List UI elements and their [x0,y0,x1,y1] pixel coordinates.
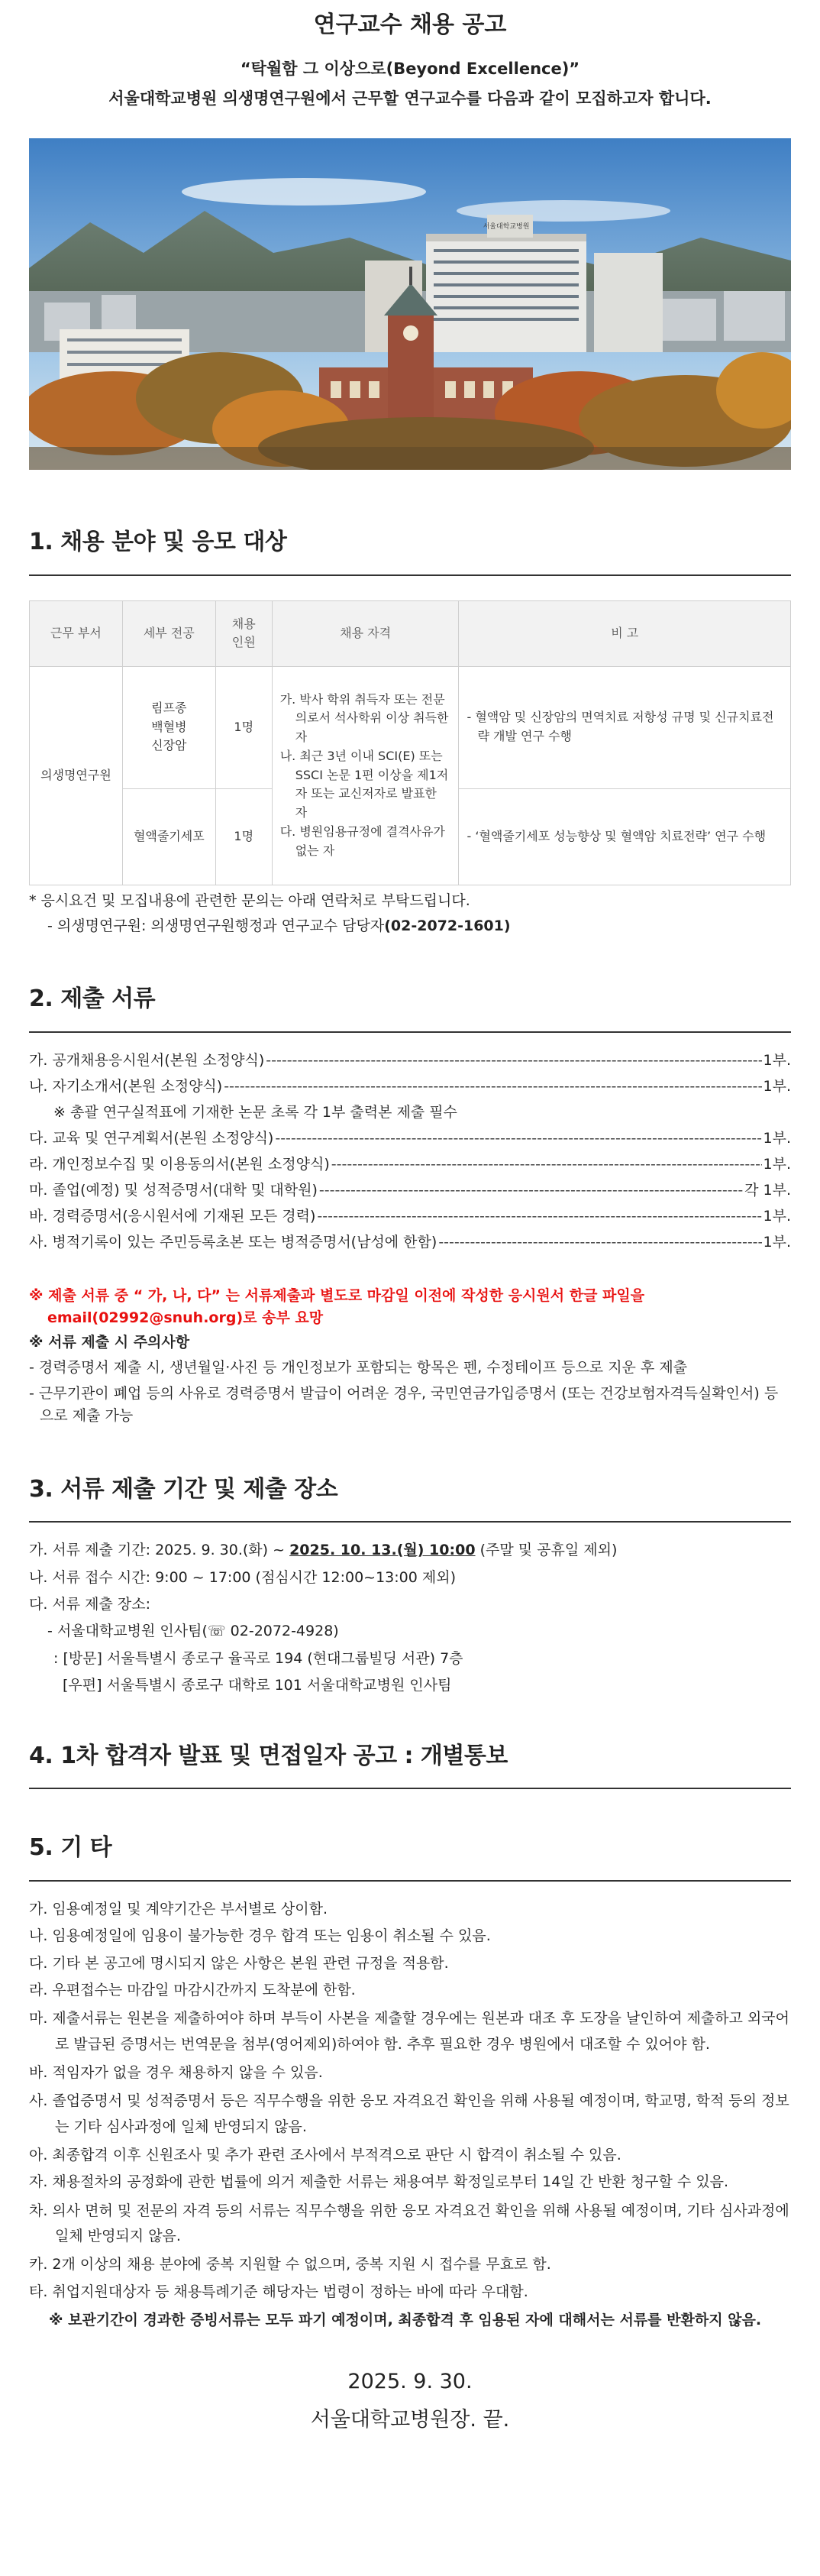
section-3 [29,1472,791,1697]
caution-item: - 경력증명서 제출 시, 생년월일·사진 등 개인정보가 포함되는 항목은 펜, 수정테이프 등으로 지운 후 제출 [29,1359,688,1377]
section-5 [29,1830,791,2332]
announcement-issuer: 서울대학교병원장. 끝. [310,2408,510,2432]
email-notice: ※ 제출 서류 중 “ 가, 나, 다” 는 서류제출과 별도로 마감일 이전에 작성한 응시원서 한글 파일을 [29,1286,645,1304]
document-item [29,1180,791,1205]
submission-place-label: 다. 서류 제출 장소: [29,1595,151,1613]
document-count: 1부. [763,1233,791,1251]
section-1-divider [29,574,791,576]
section-4 [29,1739,791,1790]
document-label: 가. 공개채용응시원서(본원 소정양식) [29,1051,265,1069]
section-3-divider [29,1521,791,1523]
document-label: 사. 병적기록이 있는 주민등록초본 또는 병적증명서(남성에 한함) [29,1233,437,1251]
period-deadline: 2025. 10. 13.(월) 10:00 [289,1542,476,1559]
qualification-item: 나. 최근 3년 이내 SCI(E) 또는 SSCI 논문 1편 이상을 제1저자 또는 교신저자로 발표한 자 [279,748,449,820]
note-text: - ‘혈액줄기세포 성능향상 및 혈액암 치료전략’ 연구 수행 [466,828,767,843]
count-cell: 1명 [215,666,272,788]
note-cell [459,666,791,788]
caution-item: - 근무기관이 폐업 등의 사유로 경력증명서 발급이 어려운 경우, 국민연금가입증명서 (또는 건강보험자격득실확인서) 등으로 제출 가능 [29,1384,779,1425]
misc-item: 바. 적임자가 없을 경우 채용하지 않을 수 있음. [29,2063,323,2081]
document-label: 나. 자기소개서(본원 소정양식) [29,1077,223,1095]
document-list [29,1050,791,1257]
table-row [30,666,791,788]
document-count: 1부. [763,1155,791,1173]
qualification-item: 다. 병원임용규정에 결격사유가 없는 자 [279,824,445,858]
header-department: 근무 부서 [30,600,123,666]
document-count: 1부. [763,1077,791,1095]
submission-hours: 나. 서류 접수 시간: 9:00 ~ 17:00 (점심시간 12:00~13:00 제외) [29,1568,456,1586]
count-cell: 1명 [215,788,272,885]
misc-item: 차. 의사 면허 및 전문의 자격 등의 서류는 직무수행을 위한 응모 자격요건 확인을 위해 사용될 예정이며, 기타 심사과정에 일체 반영되지 않음. [29,2202,789,2245]
misc-item: 아. 최종합격 이후 신원조사 및 추가 관련 조사에서 부적격으로 판단 시 합격이 취소될 수 있음. [29,2146,621,2163]
section-5-title: 5. 기 타 [29,1834,112,1862]
section-1-title: 1. 채용 분야 및 응모 대상 [29,529,287,556]
specialty-cell [122,788,215,885]
page-title: 연구교수 채용 공고 [313,11,507,38]
slogan: “탁월함 그 이상으로(Beyond Excellence)” [240,60,580,78]
document-item [29,1205,791,1231]
period-suffix: (주말 및 공휴일 제외) [475,1542,618,1559]
caution-title: ※ 서류 제출 시 주의사항 [29,1333,190,1351]
misc-item: 사. 졸업증명서 및 성적증명서 등은 직무수행을 위한 응모 자격요건 확인을 위해 사용될 예정이며, 학교명, 학적 등의 정보는 기타 심사과정에 일체 반영되지 않음. [29,2092,789,2135]
document-item [29,1154,791,1180]
header-note: 비 고 [459,600,791,666]
document-label: 마. 졸업(예정) 및 성적증명서(대학 및 대학원) [29,1181,318,1199]
misc-item: 다. 기타 본 공고에 명시되지 않은 사항은 본원 관련 규정을 적용함. [29,1954,449,1972]
header-specialty: 세부 전공 [122,600,215,666]
retention-notice: ※ 보관기간이 경과한 증빙서류는 모두 파기 예정이며, 최종합격 후 임용된 자에 대해서는 서류를 반환하지 않음. [49,2312,762,2329]
section-4-divider [29,1788,791,1789]
misc-item: 자. 채용절차의 공정화에 관한 법률에 의거 제출한 서류는 채용여부 확정일로부터 14일 간 반환 청구할 수 있음. [29,2173,729,2191]
misc-item: 카. 2개 이상의 채용 분야에 중복 지원할 수 없으며, 중복 지원 시 접수를 무효로 함. [29,2256,551,2273]
period-prefix: 가. 서류 제출 기간: 2025. 9. 30.(화) ~ [29,1542,290,1559]
section-2-divider [29,1031,791,1033]
inquiry-phone: (02-2072-1601) [384,917,511,935]
document-item [29,1128,791,1154]
submission-period [29,1539,791,1561]
header-count [215,600,272,666]
header-qualification: 채용 자격 [272,600,459,666]
misc-item: 타. 취업지원대상자 등 채용특례기준 해당자는 법령이 정하는 바에 따라 우대함. [29,2283,528,2300]
document-count: 1부. [763,1051,791,1069]
specialty-line: 백혈병 [151,719,187,734]
specialty-line: 림프종 [151,700,187,715]
document-label: 바. 경력증명서(응시원서에 기재된 모든 경력) [29,1207,316,1225]
recruit-table [29,600,791,885]
submission-place-line: - 서울대학교병원 인사팀(☏ 02-2072-4928) [47,1623,339,1640]
hospital-sign: 서울대학교병원 [483,223,530,231]
misc-item: 마. 제출서류는 원본을 제출하여야 하며 부득이 사본을 제출할 경우에는 원본과 대조 후 도장을 날인하여 제출하고 외국어로 발급된 증명서는 번역문을 첨부(영어제외)하여야 함. 추후 필요한 경우 병원에서 대조할 수 있어야 함. [29,2010,789,2053]
inquiry-contact [29,915,791,937]
specialty-line: 혈액줄기세포 [133,828,205,843]
misc-list [29,1898,791,2333]
document-sub-note: ※ 총괄 연구실적표에 기재한 논문 초록 각 1부 출력본 제출 필수 [53,1103,457,1121]
document-item [29,1076,791,1102]
section-3-title: 3. 서류 제출 기간 및 제출 장소 [29,1475,338,1503]
section-2-title: 2. 제출 서류 [29,985,156,1013]
section-4-title: 4. 1차 합격자 발표 및 면접일자 공고 : 개별통보 [29,1742,508,1769]
specialty-line: 신장암 [151,738,187,753]
qualification-item: 가. 박사 학위 취득자 또는 전문의로서 석사학위 이상 취득한 자 [279,691,449,745]
submission-place-line: [우편] 서울특별시 종로구 대학로 101 서울대학교병원 인사팀 [63,1677,452,1694]
document-label: 다. 교육 및 연구계획서(본원 소정양식) [29,1129,274,1147]
inquiry-note: * 응시요건 및 모집내용에 관련한 문의는 아래 연락처로 부탁드립니다. [29,892,470,909]
intro-text: 서울대학교병원 의생명연구원에서 근무할 연구교수를 다음과 같이 모집하고자 합니다. [108,89,712,108]
document-label: 라. 개인정보수집 및 이용동의서(본원 소정양식) [29,1155,330,1173]
document-count: 1부. [763,1129,791,1147]
misc-item: 가. 임용예정일 및 계약기간은 부서별로 상이함. [29,1900,328,1917]
document-item [29,1231,791,1257]
document-count: 1부. [763,1207,791,1225]
document-count: 각 1부. [744,1181,791,1199]
section-2 [29,982,791,1427]
header-count-label: 채용 인원 [231,616,256,650]
note-cell [459,788,791,885]
inquiry-contact-text: - 의생명연구원: 의생명연구원행정과 연구교수 담당자 [47,917,385,935]
hospital-photo [29,138,791,470]
department-cell: 의생명연구원 [30,666,123,885]
note-text: - 혈액암 및 신장암의 면역치료 저항성 규명 및 신규치료전략 개발 연구 수행 [466,710,774,744]
qualification-cell [272,666,459,885]
misc-item: 라. 우편접수는 마감일 마감시간까지 도착분에 한함. [29,1982,356,1999]
table-header-row [30,600,791,666]
announcement-date: 2025. 9. 30. [347,2370,473,2394]
section-1 [29,525,791,937]
document-item [29,1050,791,1076]
specialty-cell [122,666,215,788]
submission-place-line: : [방문] 서울특별시 종로구 율곡로 194 (현대그룹빌딩 서관) 7층 [53,1649,463,1667]
section-5-divider [29,1880,791,1882]
email-notice-address: email(02992@snuh.org)로 송부 요망 [47,1309,324,1327]
misc-item: 나. 임용예정일에 임용이 불가능한 경우 합격 또는 임용이 취소될 수 있음. [29,1927,491,1945]
